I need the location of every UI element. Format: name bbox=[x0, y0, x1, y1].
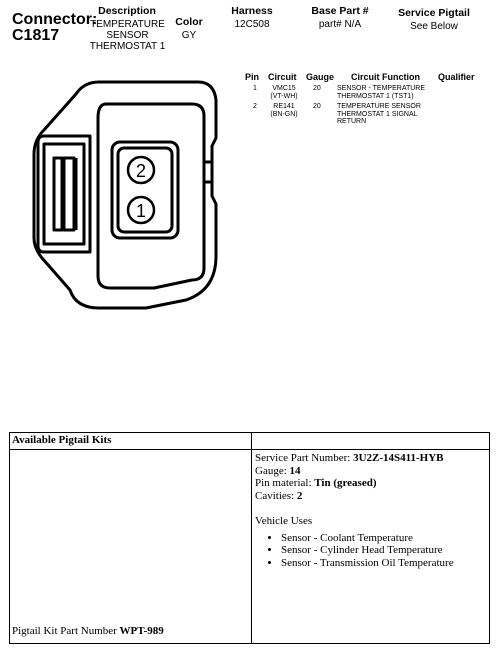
connector-label: Connector: bbox=[12, 11, 98, 28]
base-part-value: part# N/A bbox=[318, 19, 362, 30]
harness-value: 12C508 bbox=[234, 19, 270, 30]
gauge-cell: 20 bbox=[313, 85, 321, 92]
function-cell: SENSOR - TEMPERATURE THERMOSTAT 1 (TST1) bbox=[337, 85, 426, 100]
cavities-value: 2 bbox=[296, 489, 303, 502]
cavity-1-label: 1 bbox=[135, 201, 147, 221]
gauge-cell: 20 bbox=[313, 103, 321, 110]
gauge-value: 14 bbox=[289, 464, 301, 477]
description-label: Description bbox=[98, 5, 156, 17]
pin-material-line: Pin material: Tin (greased) bbox=[255, 477, 377, 489]
circuit-cell: VMC15 (VT-WH) bbox=[270, 85, 298, 100]
cavities-line: Cavities: 2 bbox=[255, 489, 303, 502]
pin-material-value: Tin (greased) bbox=[314, 477, 377, 489]
vehicle-uses-list bbox=[255, 532, 485, 570]
service-pigtail-value: See Below bbox=[410, 21, 458, 32]
latch-rib bbox=[54, 158, 62, 230]
pigtail-kits-title: Available Pigtail Kits bbox=[12, 434, 112, 446]
pigtail-kits-table bbox=[9, 432, 490, 644]
list-item: • Sensor - Coolant Temperature bbox=[281, 532, 485, 545]
circuit-col-header: Circuit bbox=[268, 72, 297, 82]
pigtail-kits-header bbox=[10, 433, 489, 450]
service-part-line: Service Part Number: 3U2Z-14S411-HYB bbox=[255, 452, 444, 464]
pigtail-kit-part-line: Pigtail Kit Part Number WPT-989 bbox=[12, 625, 164, 637]
pin-number: 2 bbox=[253, 103, 257, 110]
cavity-2-label: 2 bbox=[135, 161, 147, 181]
harness-label: Harness bbox=[231, 5, 273, 17]
function-col-header: Circuit Function bbox=[351, 72, 420, 82]
connector-id: C1817 bbox=[12, 27, 60, 44]
vehicle-uses-label: Vehicle Uses bbox=[255, 515, 313, 527]
pin-number: 1 bbox=[253, 85, 257, 92]
pin-col-header: Pin bbox=[245, 72, 260, 82]
base-part-label: Base Part # bbox=[311, 5, 369, 17]
gauge-line: Gauge: 14 bbox=[255, 464, 301, 477]
gauge-col-header: Gauge bbox=[306, 72, 335, 82]
color-label: Color bbox=[175, 16, 203, 28]
connector-inner-body bbox=[98, 104, 204, 288]
list-item: • Sensor - Transmission Oil Temperature bbox=[281, 557, 485, 570]
color-value: GY bbox=[181, 30, 197, 41]
list-item: • Sensor - Cylinder Head Temperature bbox=[281, 544, 485, 557]
description-value: TEMPERATURE SENSOR THERMOSTAT 1 bbox=[89, 19, 166, 52]
pigtail-kit-part-number: WPT-989 bbox=[119, 625, 164, 637]
latch-rib bbox=[64, 158, 74, 230]
function-cell: TEMPERATURE SENSOR THERMOSTAT 1 SIGNAL RETURN bbox=[337, 103, 421, 126]
qualifier-col-header: Qualifier bbox=[438, 72, 475, 82]
service-part-number: 3U2Z-14S411-HYB bbox=[353, 452, 444, 464]
circuit-cell: RE141 (BN-GN) bbox=[270, 103, 298, 118]
service-pigtail-label: Service Pigtail bbox=[398, 7, 470, 19]
pigtail-details bbox=[255, 452, 485, 569]
column-divider bbox=[251, 433, 252, 643]
connector-face-drawing bbox=[14, 78, 226, 310]
